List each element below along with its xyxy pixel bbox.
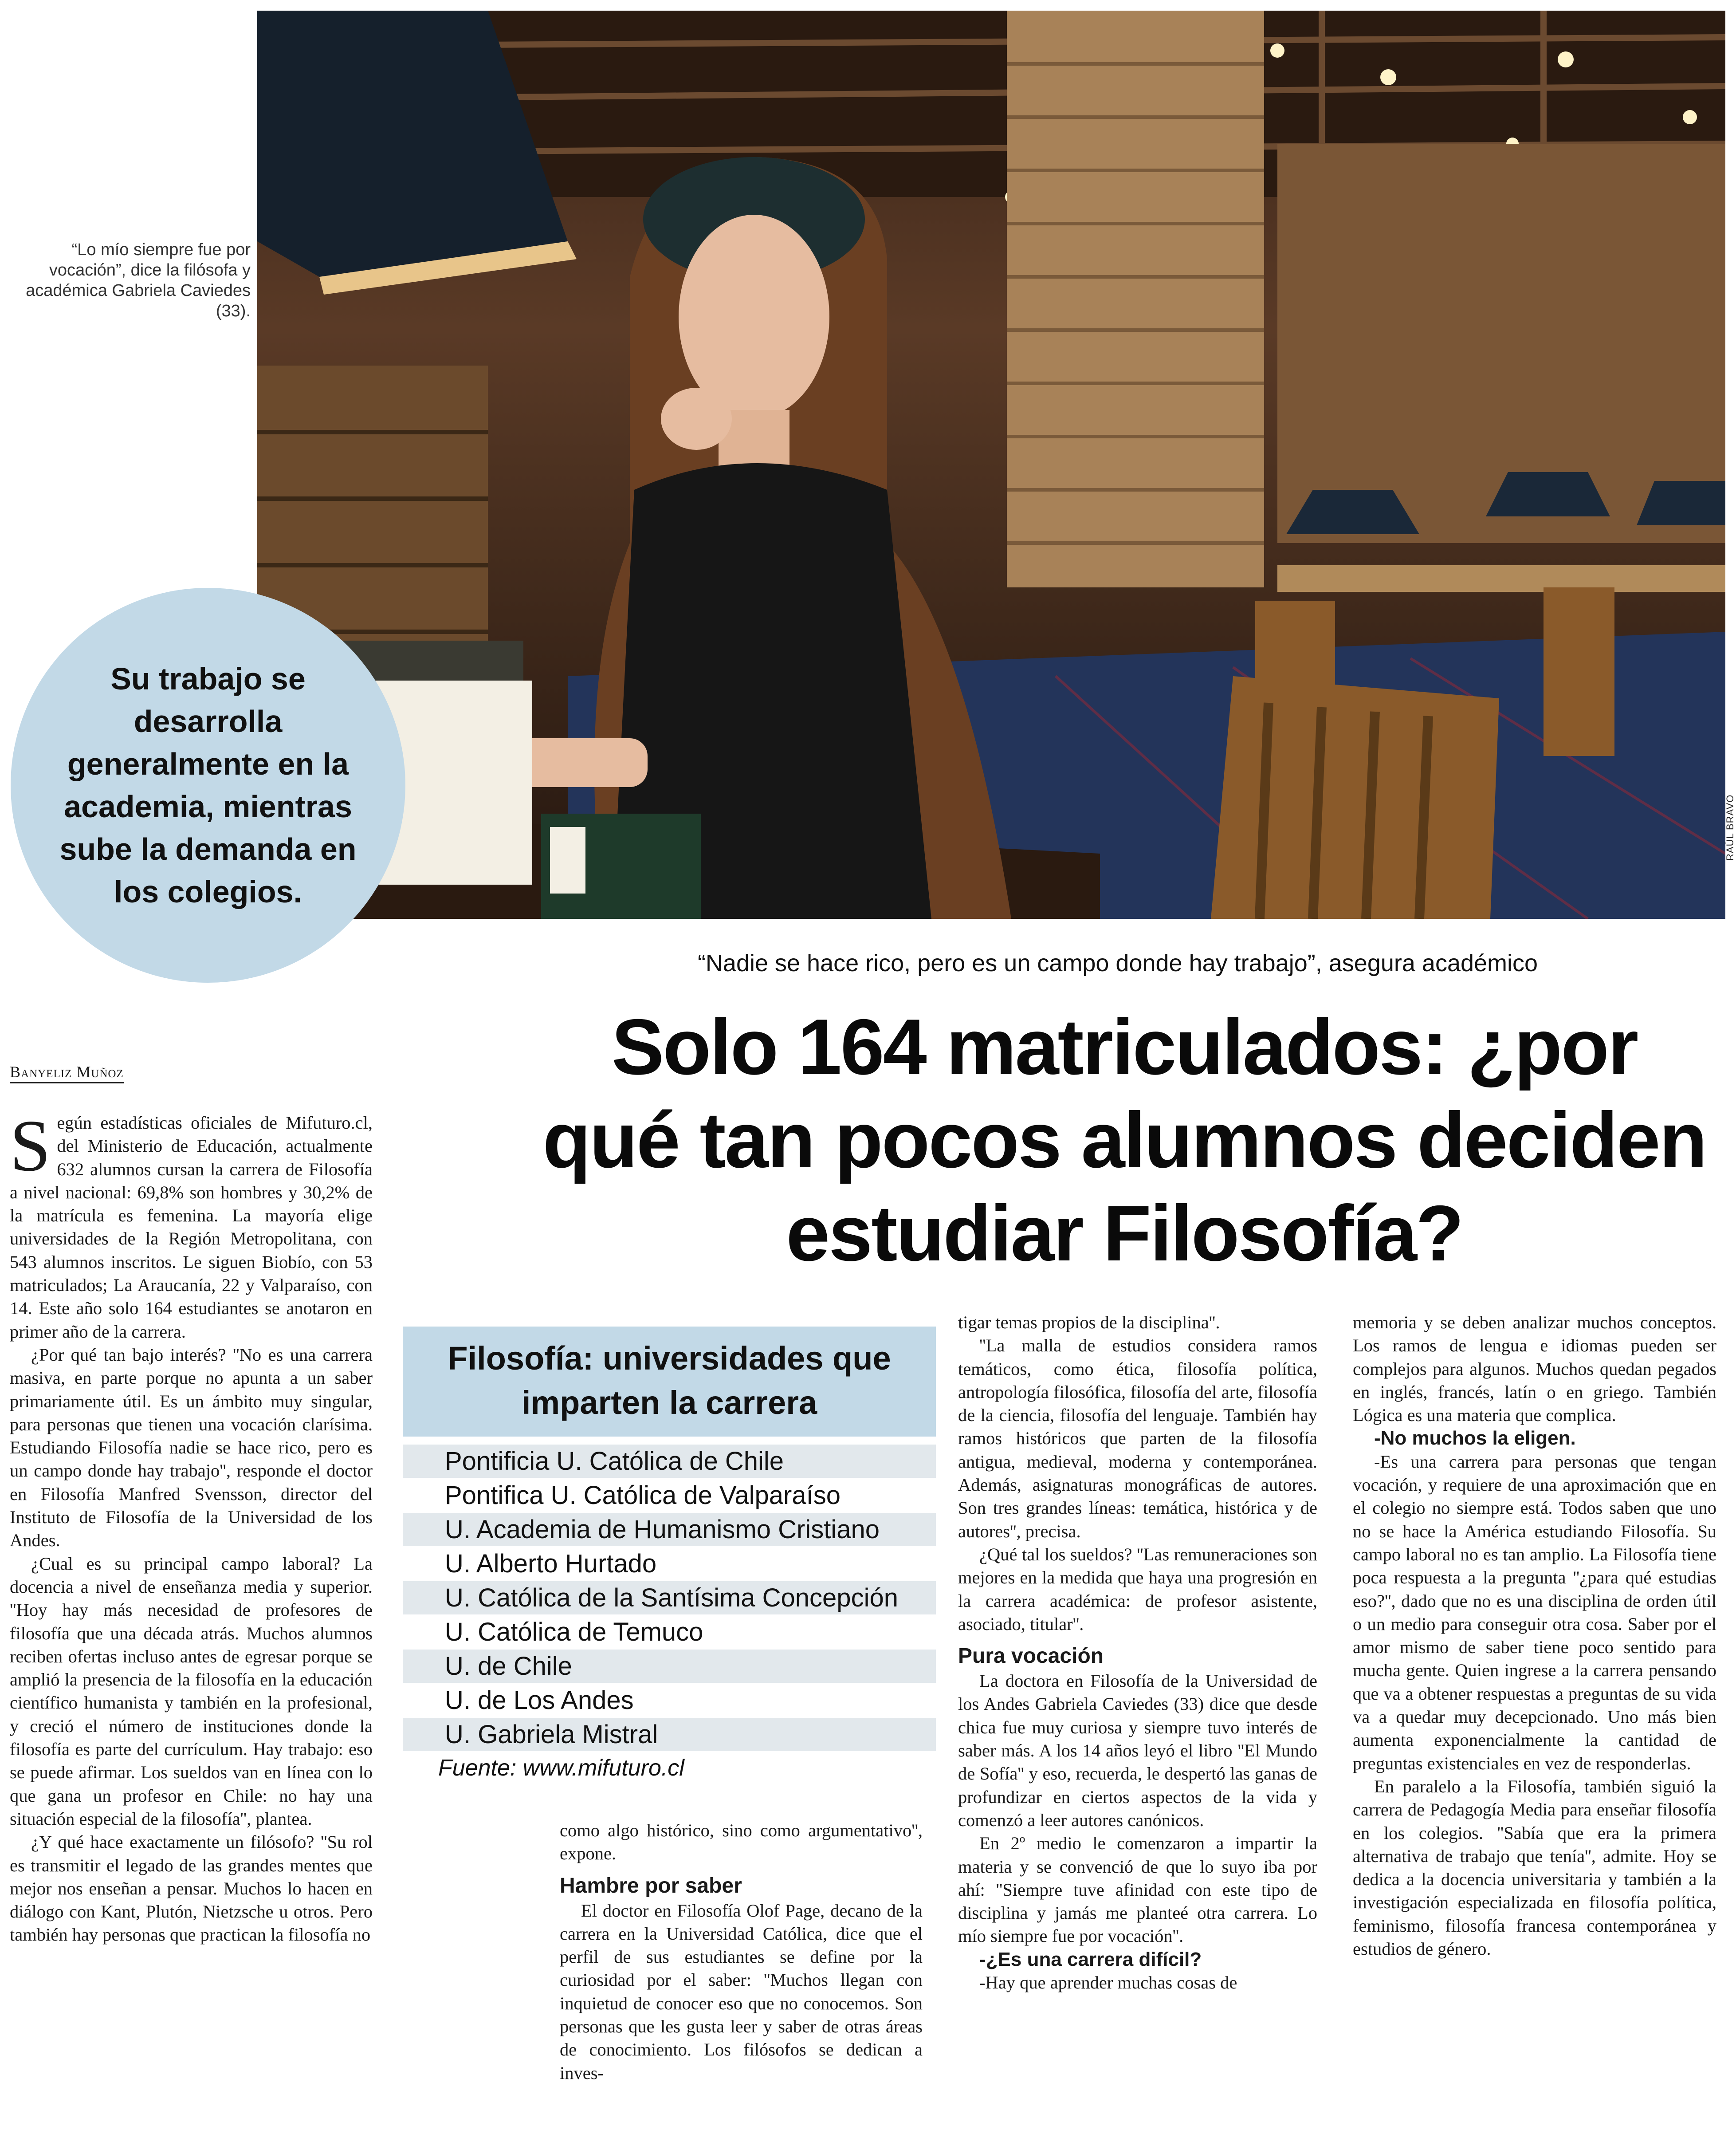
university-item: U. Academia de Humanismo Cristiano xyxy=(403,1513,936,1546)
paragraph: El doctor en Filosofía Olof Page, decano de la carrera en la Universidad Católica, dice que el perfil de sus estudiantes se define por la curiosidad por el saber: ''Muchos llegan con inquietud de conocer eso que no conocemos. Son personas que les gusta leer y saber de otras áreas de conocimiento. Los filósofos se dedican a inves- xyxy=(560,1900,923,2083)
library-scene-illustration xyxy=(257,11,1725,919)
paragraph: ''La malla de estudios considera ramos temáticos, como ética, filosofía política, antropología filosófica, filosofía del arte, filosofía de la ciencia, filosofía del lenguaje. También hay ramos históricos que parten de la filosofía antigua, medieval, moderna y contemporánea. Además, asignaturas monográficas de autores. Son tres grandes líneas: temática, histórica y de autores'', precisa. xyxy=(958,1335,1317,1541)
byline: Banyeliz Muñoz xyxy=(10,1063,124,1083)
subhead-hambre: Hambre por saber xyxy=(560,1874,742,1898)
university-item: U. Católica de Temuco xyxy=(445,1618,703,1646)
paragraph: como algo histórico, sino como argumentativo'', expone. xyxy=(560,1820,923,1864)
university-item: U. Alberto Hurtado xyxy=(445,1549,657,1578)
paragraph: La doctora en Filosofía de la Universidad de los Andes Gabriela Caviedes (33) dice que desde chica fue muy curiosa y siempre tuvo interés de saber más. A los 14 años leyó el libro ''El Mundo de Sofía'' y eso, recuerda, le despertó las ganas de profundizar en ciertos aspectos de la vida y comenzó a leer autores canónicos. xyxy=(958,1671,1317,1830)
university-item: U. de Los Andes xyxy=(445,1686,634,1715)
article-column-2 xyxy=(560,1819,923,2085)
university-list xyxy=(403,1445,936,1751)
interview-question: -¿Es una carrera difícil? xyxy=(979,1948,1202,1970)
paragraph: -Es una carrera para personas que tengan vocación, y requiere de una aproximación que en el colegio no siempre está. Todos saben que uno no se hace la América estudiando Filosofía. Su campo laboral no es tan amplio. La Filosofía tiene poca respuesta a la pregunta ''¿para qué estudias eso?'', dado que no es una disciplina de orden útil o un medio para conseguir otra cosa. Saber por el amor mismo de saber tiene poco sentido para mucha gente. Quien ingrese a la carrera pensando que va a obtener respuestas a preguntas de su vida va a quedar muy decepcionado. Uno más bien aumenta exponencialmente la cantidad de preguntas existenciales en vez de responderlas. xyxy=(1353,1451,1716,1773)
university-item: U. de Chile xyxy=(403,1650,936,1683)
lede-text: Su trabajo se desarrolla generalmente en la academia, mientras sube la demanda en los colegios. xyxy=(59,661,357,909)
paragraph: Según estadísticas oficiales de Mifuturo.cl, del Ministerio de Educación, actualmente 632 alumnos cursan la carrera de Filosofía a nivel nacional: 69,8% son hombres y 30,2% de la matrícula es femenina. La mayoría elige universidades de la Región Metropolitana, con 543 alumnos inscritos. Le siguen Biobío, con 53 matriculados; La Araucanía, 22 y Valparaíso, con 14. Este año solo 164 estudiantes se anotaron en primer año de la carrera. xyxy=(10,1105,373,1342)
paragraph: tigar temas propios de la disciplina''. xyxy=(958,1312,1220,1332)
photo-credit: RAÚL BRAVO xyxy=(1724,794,1736,861)
paragraph: ¿Cual es su principal campo laboral? La docencia a nivel de enseñanza media y superior. ''Hoy hay más necesidad de profesores de filosofía que una década atrás. Muchos alumnos reciben ofertas incluso antes de egresar porque se amplió la presencia de la filosofía en la educación científico humanista y también en la profesional, y creció el número de instituciones donde la filosofía es parte del currículum. Hay trabajo: eso se puede afirmar. Los sueldos van en línea con lo que gana un profesor en Chile: no hay una situación especial de la filosofía'', plantea. xyxy=(10,1553,373,1829)
lede-circle xyxy=(11,588,405,983)
university-item: Pontifica U. Católica de Valparaíso xyxy=(445,1481,841,1510)
paragraph: ¿Qué tal los sueldos? ''Las remuneraciones son mejores en la medida que haya una progresión en la carrera académica: de profesor asistente, asociado, titular''. xyxy=(958,1544,1317,1634)
subhead-vocacion: Pura vocación xyxy=(958,1644,1104,1668)
universities-sidebar xyxy=(403,1327,936,1781)
headline: Solo 164 matriculados: ¿por qué tan pocos alumnos deciden estudiar Filosofía? xyxy=(542,1003,1706,1277)
sidebar-source: Fuente: www.mifuturo.cl xyxy=(438,1755,684,1781)
main-photo xyxy=(257,11,1725,919)
paragraph: -Hay que aprender muchas cosas de xyxy=(979,1973,1237,1993)
kicker: “Nadie se hace rico, pero es un campo donde hay trabajo”, asegura académico xyxy=(697,950,1538,976)
article-column-3 xyxy=(958,1311,1317,1994)
university-item: Pontificia U. Católica de Chile xyxy=(403,1445,936,1478)
drop-cap: S xyxy=(10,1105,51,1186)
university-item: U. Gabriela Mistral xyxy=(403,1718,936,1751)
paragraph: ¿Y qué hace exactamente un filósofo? ''Su rol es transmitir el legado de las grandes mentes que mejor nos enseñan a pensar. Muchos lo hacen en diálogo con Kant, Plutón, Nietzsche u otros. Pero también hay personas que practican la filosofía no xyxy=(10,1832,373,1945)
interview-question: -No muchos la eligen. xyxy=(1374,1427,1576,1449)
paragraph: ¿Por qué tan bajo interés? ''No es una carrera masiva, en parte porque no apunta a un saber primariamente útil. Es un ámbito muy singular, para personas que tienen una vocación clarísima. Estudiando Filosofía nadie se hace rico, pero es un campo donde hay trabajo'', responde el doctor en Filosofía Manfred Svensson, director del Instituto de Filosofía de la Universidad de los Andes. xyxy=(10,1344,373,1551)
photo-caption: “Lo mío siempre fue por vocación”, dice la filósofa y académica Gabriela Caviedes (33). xyxy=(26,240,251,320)
paragraph: En paralelo a la Filosofía, también siguió la carrera de Pedagogía Media para enseñar filosofía en los colegios. ''Sabía que era la primera alternativa de trabajo que tenía'', admite. Hoy se dedica a la docencia universitaria y también a la investigación especializada en filosofía política, feminismo, filosofía francesa contemporánea y estudios de género. xyxy=(1353,1776,1716,1959)
paragraph: memoria y se deben analizar muchos conceptos. Los ramos de lengua e idiomas pueden ser complejos para algunos. Muchos quedan pegados en inglés, francés, latín o en griego. También Lógica es una materia que complica. xyxy=(1353,1312,1716,1425)
article-column-1 xyxy=(10,1105,373,1947)
article-column-4 xyxy=(1353,1311,1716,1961)
sidebar-title: Filosofía: universidades que imparten la carrera xyxy=(403,1327,936,1437)
paragraph: En 2º medio le comenzaron a impartir la materia y se convenció de que lo suyo iba por ahí: ''Siempre tuve afinidad con este tipo de disciplina y jamás me planteé otra carrera. Lo mío siempre fue por vocación''. xyxy=(958,1833,1317,1946)
university-item: U. Católica de la Santísima Concepción xyxy=(403,1581,936,1614)
